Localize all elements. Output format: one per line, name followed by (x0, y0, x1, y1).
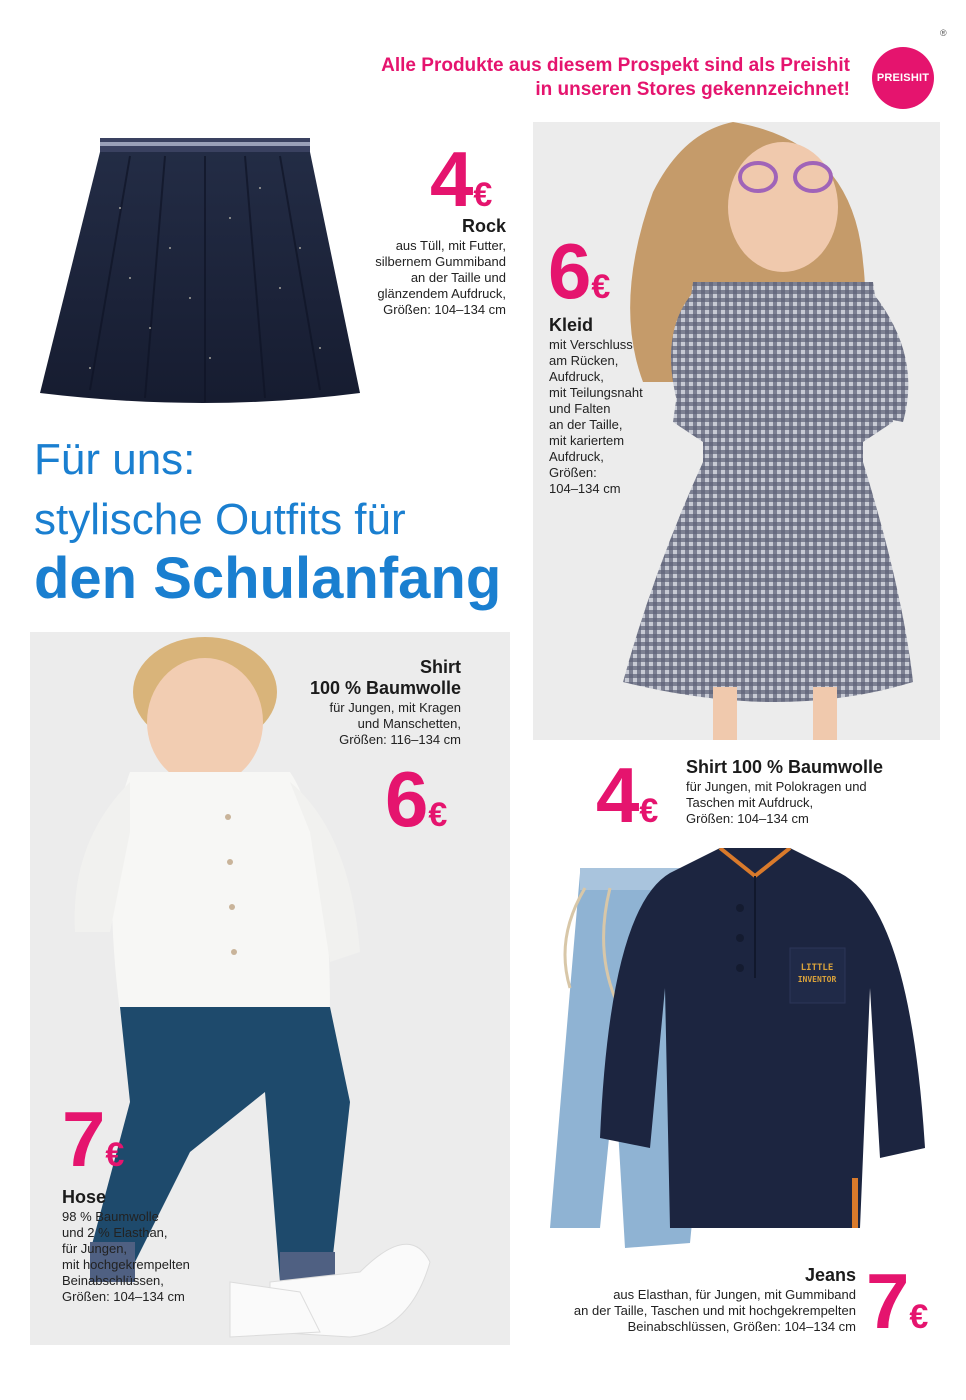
headline-line-3: den Schulanfang (34, 546, 502, 611)
hose-desc-line: für Jungen, (62, 1241, 128, 1256)
kleid-desc-line: mit Teilungsnaht (549, 385, 643, 400)
shirt-price (385, 755, 448, 843)
jeans-name: Jeans (804, 1265, 856, 1285)
hose-price-value: 7 (62, 1095, 104, 1183)
jeans-price-currency: € (909, 1298, 929, 1336)
hose-desc-line: und 2 % Elasthan, (62, 1225, 168, 1240)
kleid-price-value: 6 (548, 227, 590, 315)
jeans-price (866, 1257, 929, 1345)
hose-desc-line: Beinabschlüssen, (62, 1273, 164, 1288)
headline-line-1: Für uns: (34, 435, 196, 484)
polo-name: Shirt 100 % Baumwolle (686, 757, 884, 777)
shirt-price-value: 6 (385, 755, 427, 843)
polo-price-value: 4 (596, 751, 638, 839)
hose-description (62, 1209, 190, 1305)
polo-description (686, 779, 867, 827)
rock-desc-line: an der Taille und (410, 270, 506, 285)
rock-desc-line: glänzendem Aufdruck, (377, 286, 506, 301)
kleid-desc-line: am Rücken, (549, 353, 619, 368)
kleid-price (548, 227, 611, 315)
rock-description (375, 238, 506, 318)
rock-desc-line: aus Tüll, mit Futter, (395, 238, 506, 253)
shirt-name-line-1: Shirt (419, 657, 461, 677)
header-notice-line-1: Alle Produkte aus diesem Prospekt sind als Preishit (381, 55, 850, 76)
jeans-price-value: 7 (866, 1257, 908, 1345)
hose-price (62, 1095, 125, 1183)
jeans-desc-line: aus Elasthan, für Jungen, mit Gummiband (613, 1287, 856, 1302)
kleid-desc-line: Aufdruck, (549, 449, 604, 464)
kleid-desc-line: 104–134 cm (549, 481, 621, 496)
rock-desc-line: Größen: 104–134 cm (383, 302, 506, 317)
jeans-description (574, 1287, 856, 1335)
kleid-name: Kleid (549, 315, 594, 335)
headline-line-2: stylische Outfits für (34, 495, 406, 544)
preishit-badge: PREISHIT (872, 47, 934, 109)
polo-print-line-2: INVENTOR (797, 975, 837, 984)
shirt-price-currency: € (428, 796, 448, 834)
hose-desc-line: 98 % Baumwolle (62, 1209, 159, 1224)
jeans-desc-line: Beinabschlüssen, Größen: 104–134 cm (627, 1319, 856, 1334)
kleid-desc-line: an der Taille, (549, 417, 623, 432)
polo-desc-line: Taschen mit Aufdruck, (686, 795, 814, 810)
shirt-desc-line: für Jungen, mit Kragen (329, 700, 461, 715)
shirt-desc-line: und Manschetten, (357, 716, 461, 731)
header-notice-line-2: in unseren Stores gekennzeichnet! (535, 79, 850, 100)
hose-desc-line: Größen: 104–134 cm (62, 1289, 185, 1304)
kleid-desc-line: mit kariertem (549, 433, 625, 448)
skirt-image (30, 128, 380, 418)
polo-print-line-1: LITTLE (800, 963, 834, 973)
rock-name: Rock (461, 216, 506, 236)
kleid-description (549, 337, 643, 497)
hose-desc-line: mit hochgekrempelten (62, 1257, 190, 1272)
kleid-desc-line: Aufdruck, (549, 369, 604, 384)
rock-price (430, 135, 493, 223)
shirt-name-line-2: 100 % Baumwolle (309, 678, 461, 698)
kleid-desc-line: Größen: (549, 465, 597, 480)
kleid-price-currency: € (591, 268, 611, 306)
registered-mark: ® (940, 28, 947, 38)
rock-price-value: 4 (430, 135, 472, 223)
kleid-desc-line: und Falten (549, 401, 611, 416)
polo-desc-line: für Jungen, mit Polokragen und (686, 779, 867, 794)
shirt-desc-line: Größen: 116–134 cm (339, 732, 461, 747)
jeans-desc-line: an der Taille, Taschen und mit hochgekrempelten (573, 1303, 856, 1318)
polo-price (596, 751, 659, 839)
shirt-description (329, 700, 461, 748)
jeans-polo-image (540, 848, 940, 1258)
hose-name: Hose (62, 1187, 107, 1207)
polo-desc-line: Größen: 104–134 cm (686, 811, 809, 826)
rock-desc-line: silbernem Gummiband (375, 254, 506, 269)
hose-price-currency: € (105, 1136, 125, 1174)
polo-price-currency: € (639, 792, 659, 830)
kleid-desc-line: mit Verschluss (549, 337, 633, 352)
rock-price-currency: € (473, 176, 493, 214)
